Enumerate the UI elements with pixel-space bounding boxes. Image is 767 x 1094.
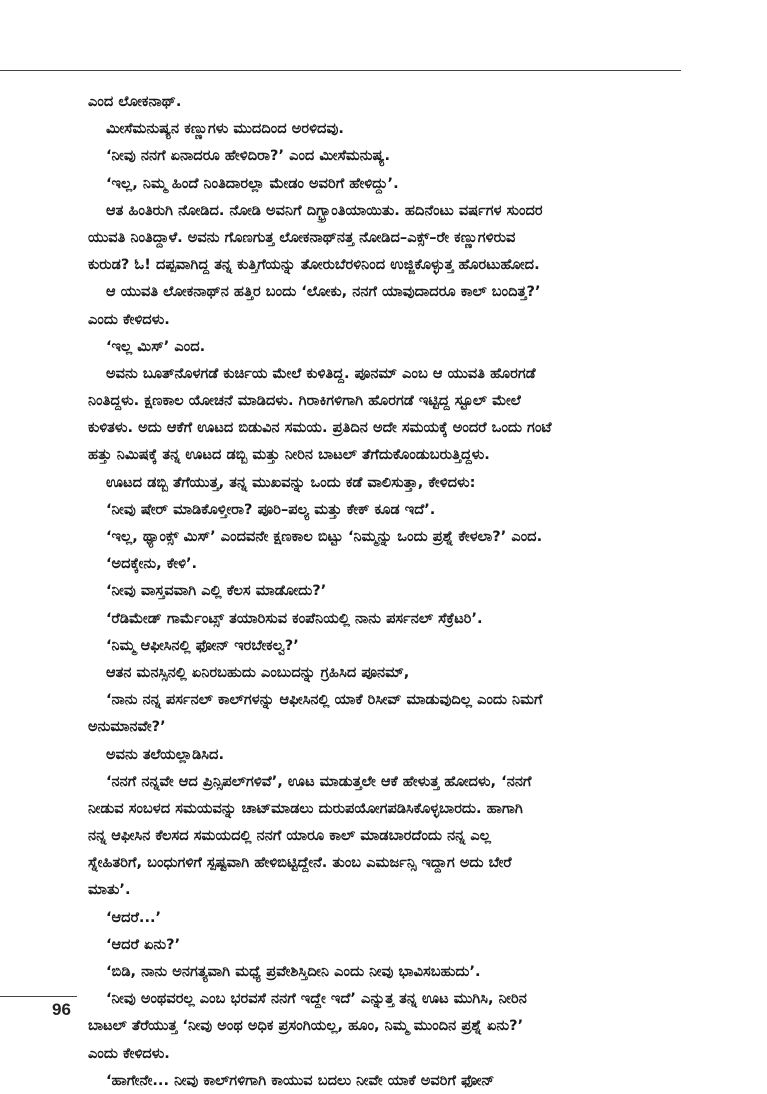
text-line: ‘ಆದರೆ ಏನು?’ — [106, 935, 181, 953]
text-line: ‘ಹಾಗೇನೇ... ನೀವು ಕಾಲ್‌ಗಳಿಗಾಗಿ ಕಾಯುವ ಬದಲು ನೀವೇ ಯಾಕೆ ಅವರಿಗೆ ಫೋನ್ — [106, 1071, 495, 1089]
text-line: ಆತನ ಮನಸ್ಸಿನಲ್ಲಿ ಏನಿರಬಹುದು ಎಂಬುದನ್ನು ಗ್ರಹಿಸಿದ ಪೂನಮ್, — [106, 663, 410, 681]
text-line: ‘ರೆಡಿಮೇಡ್ ಗಾರ್ಮೆಂಟ್ಸ್ ತಯಾರಿಸುವ ಕಂಪೆನಿಯಲ್ಲಿ ನಾನು ಪರ್ಸನಲ್ ಸೆಕ್ರೆಟರಿ’. — [106, 609, 483, 627]
text-line: ಕುಳಿತಳು. ಅದು ಆಕೆಗೆ ಊಟದ ಬಿಡುವಿನ ಸಮಯ. ಪ್ರತಿದಿನ ಅದೇ ಸಮಯಕ್ಕೆ ಅಂದರೆ ಒಂದು ಗಂಟೆ — [88, 419, 552, 437]
text-line: ಬಾಟಲ್ ತೆರೆಯುತ್ತ ‘ನೀವು ಅಂಥ ಅಧಿಕ ಪ್ರಸಂಗಿಯಲ್ಲ, ಹೂಂ, ನಿಮ್ಮ ಮುಂದಿನ ಪ್ರಶ್ನೆ ಏನು?’ — [88, 1017, 524, 1035]
text-line: ನಿಂತಿದ್ದಳು. ಕ್ಷಣಕಾಲ ಯೋಚನೆ ಮಾಡಿದಳು. ಗಿರಾಕಿಗಳಿಗಾಗಿ ಹೊರಗಡೆ ಇಟ್ಟಿದ್ದ ಸ್ಟೂಲ್ ಮೇಲೆ — [88, 392, 521, 410]
text-line: ಆ ಯುವತಿ ಲೋಕನಾಥ್‌ನ ಹತ್ತಿರ ಬಂದು ‘ಲೋಕು, ನನಗೆ ಯಾವುದಾದರೂ ಕಾಲ್ ಬಂದಿತ್ತ?’ — [106, 283, 541, 301]
text-line: ‘ಆದರೆ...’ — [106, 908, 162, 926]
text-line: ‘ಇಲ್ಲ, ಥ್ಯಾಂಕ್ಸ್ ಮಿಸ್’ ಎಂದವನೇ ಕ್ಷಣಕಾಲ ಬಿಟ್ಟು ‘ನಿಮ್ಮನ್ನು ಒಂದು ಪ್ರಶ್ನೆ ಕೇಳಲಾ?’ ಎಂದ. — [106, 528, 543, 545]
text-line: ‘ನನಗೆ ನನ್ನವೇ ಆದ ಪ್ರಿನ್ಸಿಪಲ್‌ಗಳಿವೆ’, ಊಟ ಮಾಡುತ್ತಲೇ ಆಕೆ ಹೇಳುತ್ತ ಹೋದಳು, ‘ನನಗೆ — [106, 772, 532, 790]
text-line: ಎಂದು ಕೇಳಿದಳು. — [88, 310, 170, 328]
text-line: ಮಾತು’. — [88, 881, 131, 899]
text-line: ‘ನಿಮ್ಮ ಆಫೀಸಿನಲ್ಲಿ ಫೋನ್ ಇರಬೇಕಲ್ವ?’ — [106, 636, 299, 654]
text-line: ಅವನು ತಲೆಯಲ್ಲಾಡಿಸಿದ. — [106, 745, 225, 763]
text-line: ‘ಇಲ್ಲ, ನಿಮ್ಮ ಹಿಂದೆ ನಿಂತಿದಾರಲ್ಲಾ ಮೇಡಂ ಅವರಿಗೆ ಹೇಳಿದ್ದು’. — [106, 174, 399, 192]
text-line: ಅವನು ಬೂತ್‌ನೊಳಗಡೆ ಕುರ್ಚಿಯ ಮೇಲೆ ಕುಳಿತಿದ್ದ. ಪೂನಮ್ ಎಂಬ ಆ ಯುವತಿ ಹೊರಗಡೆ — [106, 364, 536, 382]
body-text — [88, 88, 680, 1094]
text-line: ‘ನೀವು ಷೇರ್ ಮಾಡಿಕೊಳ್ತೀರಾ? ಪೂರಿ–ಪಲ್ಯ ಮತ್ತು ಕೇಕ್ ಕೂಡ ಇದೆ’. — [106, 500, 436, 518]
text-line: ಅನುಮಾನವೇ?’ — [88, 718, 166, 736]
text-line: ಯುವತಿ ನಿಂತಿದ್ದಾಳೆ. ಅವನು ಗೊಣಗುತ್ತ ಲೋಕನಾಥ್‌ನತ್ತ ನೋಡಿದ–ಎಕ್ಸ್–ರೇ ಕಣ್ಣುಗಳಿರುವ — [88, 228, 516, 246]
footer-rule — [0, 996, 77, 997]
page-number: 96 — [52, 1000, 71, 1019]
text-line: ‘ನೀವು ಅಂಥವರಲ್ಲ ಎಂಬ ಭರವಸೆ ನನಗೆ ಇದ್ದೇ ಇದೆ’ ಎನ್ನುತ್ತ ತನ್ನ ಊಟ ಮುಗಿಸಿ, ನೀರಿನ — [106, 990, 527, 1008]
text-line: ಎಂದು ಕೇಳಿದಳು. — [88, 1044, 170, 1062]
text-line: ‘ಇಲ್ಲ ಮಿಸ್’ ಎಂದ. — [106, 337, 206, 355]
text-line: ಊಟದ ಡಬ್ಬಿ ತೆಗೆಯುತ್ತ, ತನ್ನ ಮುಖವನ್ನು ಒಂದು ಕಡೆ ವಾಲಿಸುತ್ತಾ, ಕೇಳಿದಳು: — [106, 473, 476, 491]
header-rule — [0, 70, 681, 71]
text-line: ‘ಅದಕ್ಕೇನು, ಕೇಳಿ’. — [106, 555, 198, 573]
text-line: ಆತ ಹಿಂತಿರುಗಿ ನೋಡಿದ. ನೋಡಿ ಅವನಿಗೆ ದಿಗ್ಭ್ರಾಂತಿಯಾಯಿತು. ಹದಿನೆಂಟು ವರ್ಷಗಳ ಸುಂದರ — [106, 201, 543, 219]
text-line: ‘ಬಿಡಿ, ನಾನು ಅನಗತ್ಯವಾಗಿ ಮಧ್ಯೆ ಪ್ರವೇಶಿಸ್ತಿದೀನಿ ಎಂದು ನೀವು ಭಾವಿಸಬಹುದು’. — [106, 963, 481, 980]
text-line: ಹತ್ತು ನಿಮಿಷಕ್ಕೆ ತನ್ನ ಊಟದ ಡಬ್ಬಿ ಮತ್ತು ನೀರಿನ ಬಾಟಲ್ ತೆಗೆದುಕೊಂಡುಬರುತ್ತಿದ್ದಳು. — [88, 446, 490, 464]
text-line: ನೀಡುವ ಸಂಬಳದ ಸಮಯವನ್ನು ಚಾಟ್‌ಮಾಡಲು ದುರುಪಯೋಗಪಡಿಸಿಕೊಳ್ಳಬಾರದು. ಹಾಗಾಗಿ — [88, 799, 523, 817]
text-line: ‘ನಾನು ನನ್ನ ಪರ್ಸನಲ್ ಕಾಲ್‌ಗಳನ್ನು ಆಫೀಸಿನಲ್ಲಿ ಯಾಕೆ ರಿಸೀವ್ ಮಾಡುವುದಿಲ್ಲ ಎಂದು ನಿಮಗೆ — [106, 691, 543, 709]
text-line: ಎಂದ ಲೋಕನಾಥ್. — [88, 93, 182, 110]
text-line: ‘ನೀವು ವಾಸ್ತವವಾಗಿ ಎಲ್ಲಿ ಕೆಲಸ ಮಾಡೋದು?’ — [106, 582, 327, 600]
text-line: ಕುರುಡ? ಓ! ದಪ್ಪವಾಗಿದ್ದ ತನ್ನ ಕುತ್ತಿಗೆಯನ್ನು ತೋರುಬೆರಳಿನಿಂದ ಉಜ್ಜಿಕೊಳ್ಳುತ್ತ ಹೊರಟುಹೋದ. — [88, 256, 540, 274]
text-line: ಮೀಸೆಮನುಷ್ಯನ ಕಣ್ಣುಗಳು ಮುದದಿಂದ ಅರಳಿದವು. — [106, 120, 344, 138]
text-line: ಸ್ನೇಹಿತರಿಗೆ, ಬಂಧುಗಳಿಗೆ ಸ್ಪಷ್ಟವಾಗಿ ಹೇಳಿಬಿಟ್ಟಿದ್ದೇನೆ. ತುಂಬ ಎಮರ್ಜನ್ಸಿ ಇದ್ದಾಗ ಅದು ಬೇರೆ — [88, 854, 512, 872]
text-line: ನನ್ನ ಆಫೀಸಿನ ಕೆಲಸದ ಸಮಯದಲ್ಲಿ ನನಗೆ ಯಾರೂ ಕಾಲ್ ಮಾಡಬಾರದೆಂದು ನನ್ನ ಎಲ್ಲ — [88, 827, 491, 845]
text-line: ‘ನೀವು ನನಗೆ ಏನಾದರೂ ಹೇಳಿದಿರಾ?’ ಎಂದ ಮೀಸೆಮನುಷ್ಯ. — [106, 147, 391, 165]
